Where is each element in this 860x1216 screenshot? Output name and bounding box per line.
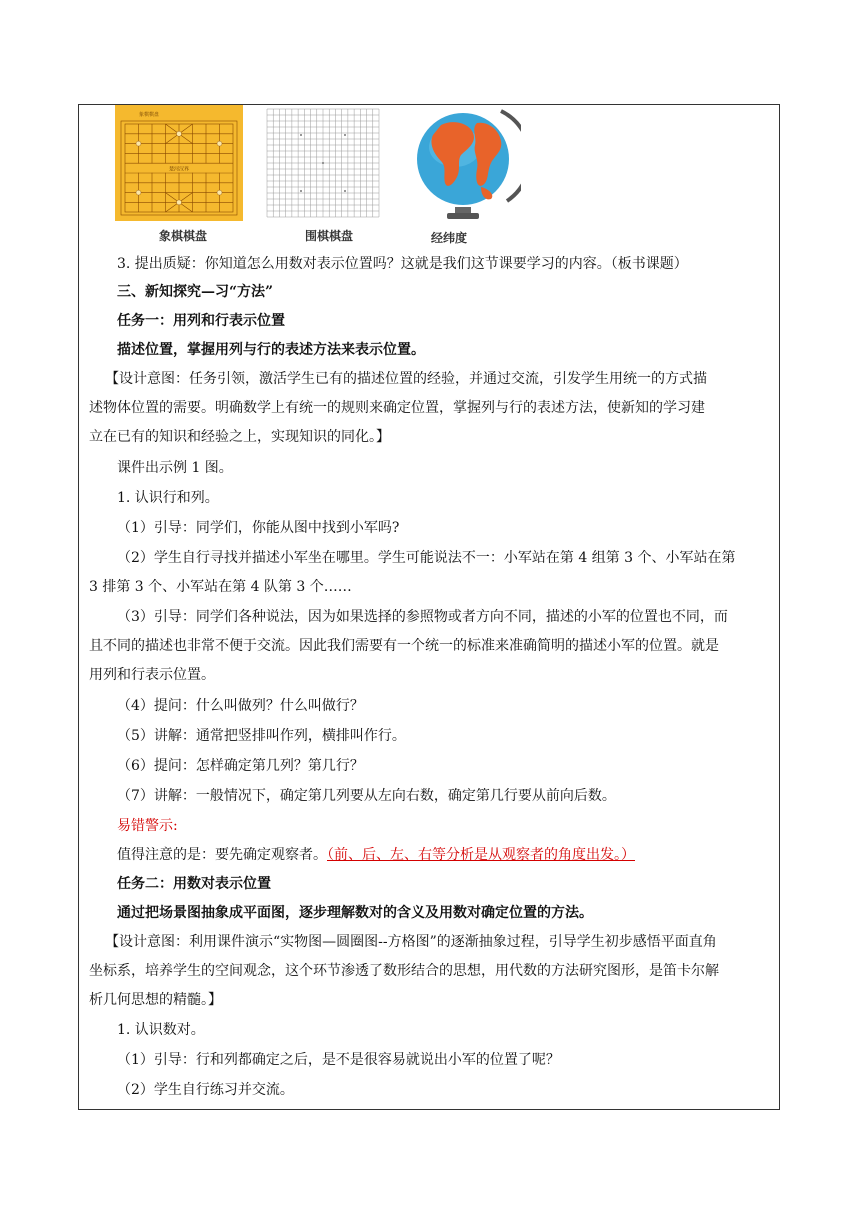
- xiangqi-board-title: 象棋棋盘: [139, 112, 160, 118]
- text-line-step-3-cont: 且不同的描述也非常不便于交流。因此我们需要有一个统一的标准来准确简明的描述小军的位置。就是: [89, 638, 719, 654]
- xiangqi-caption: 象棋棋盘: [159, 229, 208, 243]
- text-line-step-7: （7）讲解：一般情况下，确定第几列要从左向右数，确定第几行要从前向后数。: [117, 788, 616, 804]
- section-heading-new-knowledge: 三、新知探究—习“方法”: [117, 284, 274, 300]
- text-line-observer: [79, 842, 781, 868]
- text-line-step-2-cont: 3 排第 3 个、小军站在第 4 队第 3 个……: [89, 579, 352, 595]
- figure-row: [115, 105, 515, 247]
- weiqi-figure: [261, 105, 385, 247]
- text-line-step-3-end: 用列和行表示位置。: [89, 667, 215, 683]
- text-line-step-5: （5）讲解：通常把竖排叫作列，横排叫作行。: [117, 728, 406, 744]
- design-intent-1-line-3: 立在已有的知识和经验之上，实现知识的同化。】: [89, 429, 390, 445]
- text-line-step-4: （4）提问：什么叫做列？什么叫做行？: [117, 698, 364, 714]
- weiqi-caption: 围棋棋盘: [305, 229, 354, 243]
- xiangqi-figure: [115, 105, 243, 247]
- design-intent-2-line-3: 析几何思想的精髓。】: [89, 992, 222, 1008]
- text-line-rows-cols: 1. 认识行和列。: [117, 490, 219, 506]
- task-one-heading: 任务一：用列和行表示位置: [117, 313, 285, 329]
- task-two-heading: 任务二：用数对表示位置: [117, 876, 271, 892]
- design-intent-1-line-2: 述物体位置的需要。明确数学上有统一的规则来确定位置，掌握列与行的表述方法，使新知的学习建: [89, 400, 705, 416]
- weiqi-board-image: [261, 105, 385, 221]
- design-intent-2-line-1: 【设计意图：利用课件演示“实物图—圆圈图--方格图”的逐渐抽象过程，引导学生初步感悟平面直角: [105, 934, 717, 950]
- text-line-pairs-step-1: （1）引导：行和列都确定之后，是不是很容易就说出小军的位置了呢？: [117, 1052, 560, 1068]
- observer-red-note: （前、后、左、右等分析是从观察者的角度出发。）: [327, 847, 635, 863]
- design-intent-1-line-1: 【设计意图：任务引领，激活学生已有的描述位置的经验，并通过交流，引发学生用统一的方式描: [105, 371, 707, 387]
- error-warning-label: 易错警示:: [117, 818, 178, 834]
- globe-icon: [411, 105, 521, 225]
- text-line-courseware: 课件出示例 1 图。: [117, 460, 233, 476]
- text-line-step-3: （3）引导：同学们各种说法，因为如果选择的参照物或者方向不同，描述的小军的位置也不同，而: [117, 609, 728, 625]
- xiangqi-river-label: 楚河汉界: [168, 166, 190, 173]
- observer-note-text: 值得注意的是：要先确定观察者。: [117, 847, 327, 863]
- text-line-step-6: （6）提问：怎样确定第几列？第几行？: [117, 758, 364, 774]
- lesson-plan-frame: [78, 104, 780, 1110]
- text-line-01: 3. 提出质疑：你知道怎么用数对表示位置吗？这就是我们这节课要学习的内容。（板书课题）: [117, 256, 688, 272]
- task-two-goal: 通过把场景图抽象成平面图，逐步理解数对的含义及用数对确定位置的方法。: [117, 905, 593, 921]
- text-line-step-2: （2）学生自行寻找并描述小军坐在哪里。学生可能说法不一：小军站在第 4 组第 3 个、小军站在第: [117, 550, 736, 566]
- text-line-step-1: （1）引导：同学们，你能从图中找到小军吗?: [117, 520, 400, 536]
- globe-figure: [411, 105, 521, 247]
- text-line-number-pairs: 1. 认识数对。: [117, 1022, 205, 1038]
- task-one-goal: 描述位置，掌握用列与行的表述方法来表示位置。: [117, 342, 425, 358]
- globe-caption: 经纬度: [431, 231, 468, 245]
- design-intent-2-line-2: 坐标系，培养学生的空间观念，这个环节渗透了数形结合的思想，用代数的方法研究图形，是笛卡尔解: [89, 963, 719, 979]
- text-line-pairs-step-2: （2）学生自行练习并交流。: [117, 1082, 294, 1098]
- xiangqi-board-image: [115, 105, 243, 221]
